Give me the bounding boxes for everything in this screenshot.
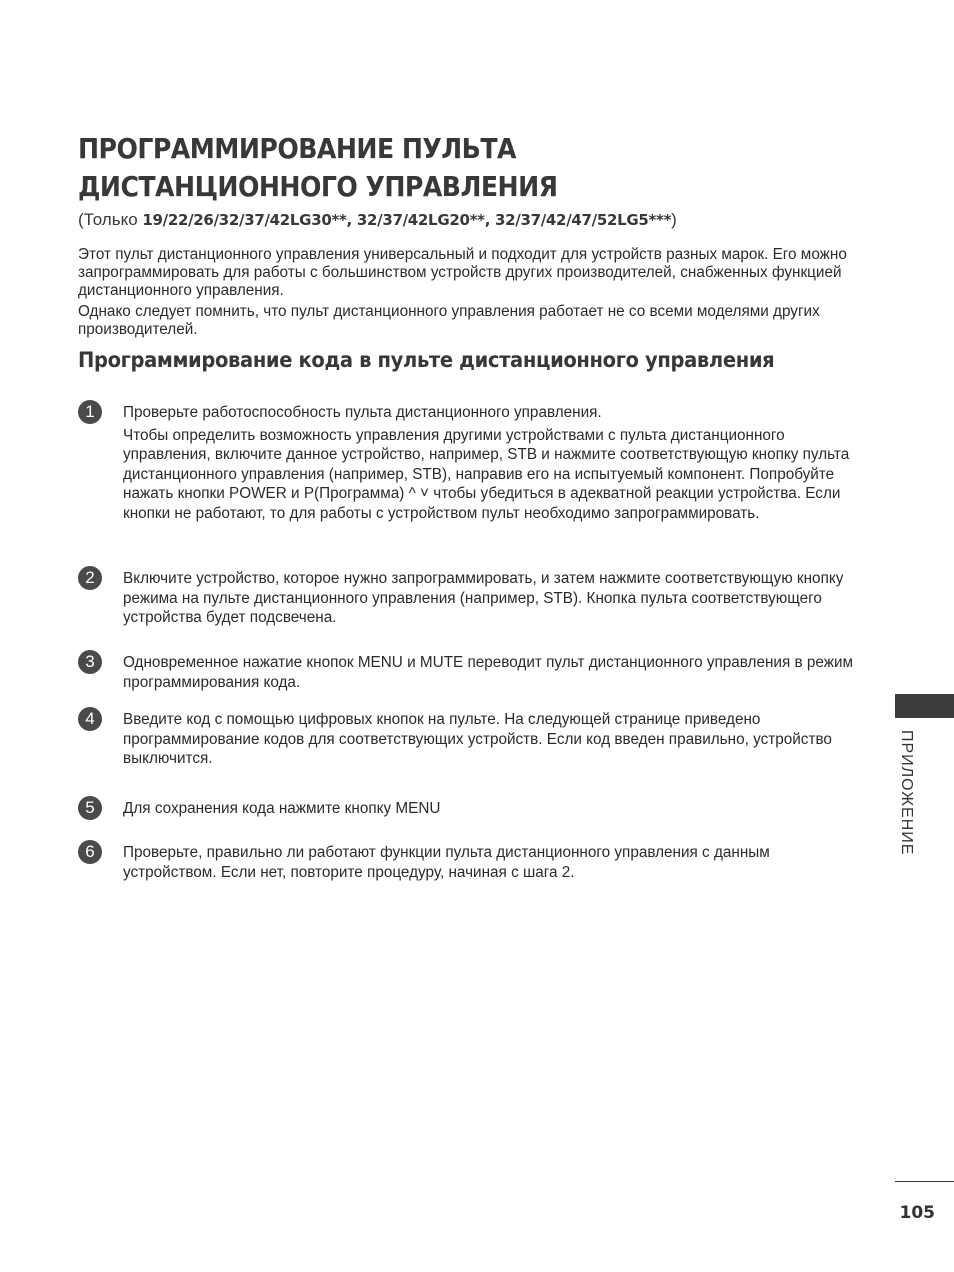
step-line: Одновременное нажатие кнопок MENU и MUTE переводит пульт дистанционного управления в режим программирования кода. [123, 654, 854, 691]
step-text [123, 799, 858, 822]
model-list [78, 210, 898, 230]
section-heading: Программирование кода в пульте дистанционного управления [78, 348, 775, 372]
intro-text [78, 246, 868, 342]
page-title: ПРОГРАММИРОВАНИЕ ПУЛЬТА ДИСТАНЦИОННОГО УПРАВЛЕНИЯ [78, 132, 558, 203]
model-codes: 19/22/26/32/37/42LG30**, 32/37/42LG20**, 32/37/42/47/52LG5*** [142, 211, 672, 229]
page-number: 105 [899, 1203, 935, 1223]
step-line: Чтобы определить возможность управления другими устройствами с пульта дистанционного управления, включите данное устройство, например, STB и нажмите соответствующую кнопку пульта дистанционного управления (например, STB), направив его на испытуемый компонент. Попробуйте нажать кнопки POWER и P(Программа) ^ ˅ чтобы убедиться в адекватной реакции устройства. Если кнопки не работают, то для работы с устройством пульт необходимо запрограммировать. [123, 426, 850, 522]
step-number-badge: 6 [78, 840, 102, 864]
model-list-prefix: (Только [78, 210, 143, 229]
step-text [123, 653, 858, 695]
section-tab-marker [895, 694, 954, 718]
step-text [123, 403, 858, 526]
step-number-badge: 5 [78, 796, 102, 820]
step-line: Для сохранения кода нажмите кнопку MENU [123, 800, 441, 817]
step-number-badge: 1 [78, 400, 102, 424]
step-number-badge: 2 [78, 566, 102, 590]
footer-rule [895, 1181, 954, 1182]
intro-paragraph: Однако следует помнить, что пульт дистанционного управления работает не со всеми моделями других производителей. [78, 303, 820, 338]
step-number-badge: 4 [78, 707, 102, 731]
step-line: Проверьте, правильно ли работают функции пульта дистанционного управления с данным устройством. Если нет, повторите процедуру, начиная с шага 2. [123, 844, 770, 881]
section-side-label: ПРИЛОЖЕНИЕ [898, 730, 915, 856]
step-text [123, 569, 858, 631]
step-text [123, 710, 858, 772]
step-text [123, 843, 858, 885]
intro-paragraph: Этот пульт дистанционного управления универсальный и подходит для устройств разных марок. Его можно запрограммировать для работы с большинством устройств других производителей, снабженных функцией дистанционного управления. [78, 246, 847, 299]
step-line: Проверьте работоспособность пульта дистанционного управления. [123, 404, 602, 421]
step-line: Введите код с помощью цифровых кнопок на пульте. На следующей странице приведено программирование кодов для соответствующих устройств. Если код введен правильно, устройство выключится. [123, 711, 832, 767]
step-number-badge: 3 [78, 650, 102, 674]
model-list-suffix: ) [671, 210, 677, 229]
step-line: Включите устройство, которое нужно запрограммировать, и затем нажмите соответствующую кнопку режима на пульте дистанционного управления (например, STB). Кнопка пульта соответствующего устройства будет подсвечена. [123, 570, 844, 626]
